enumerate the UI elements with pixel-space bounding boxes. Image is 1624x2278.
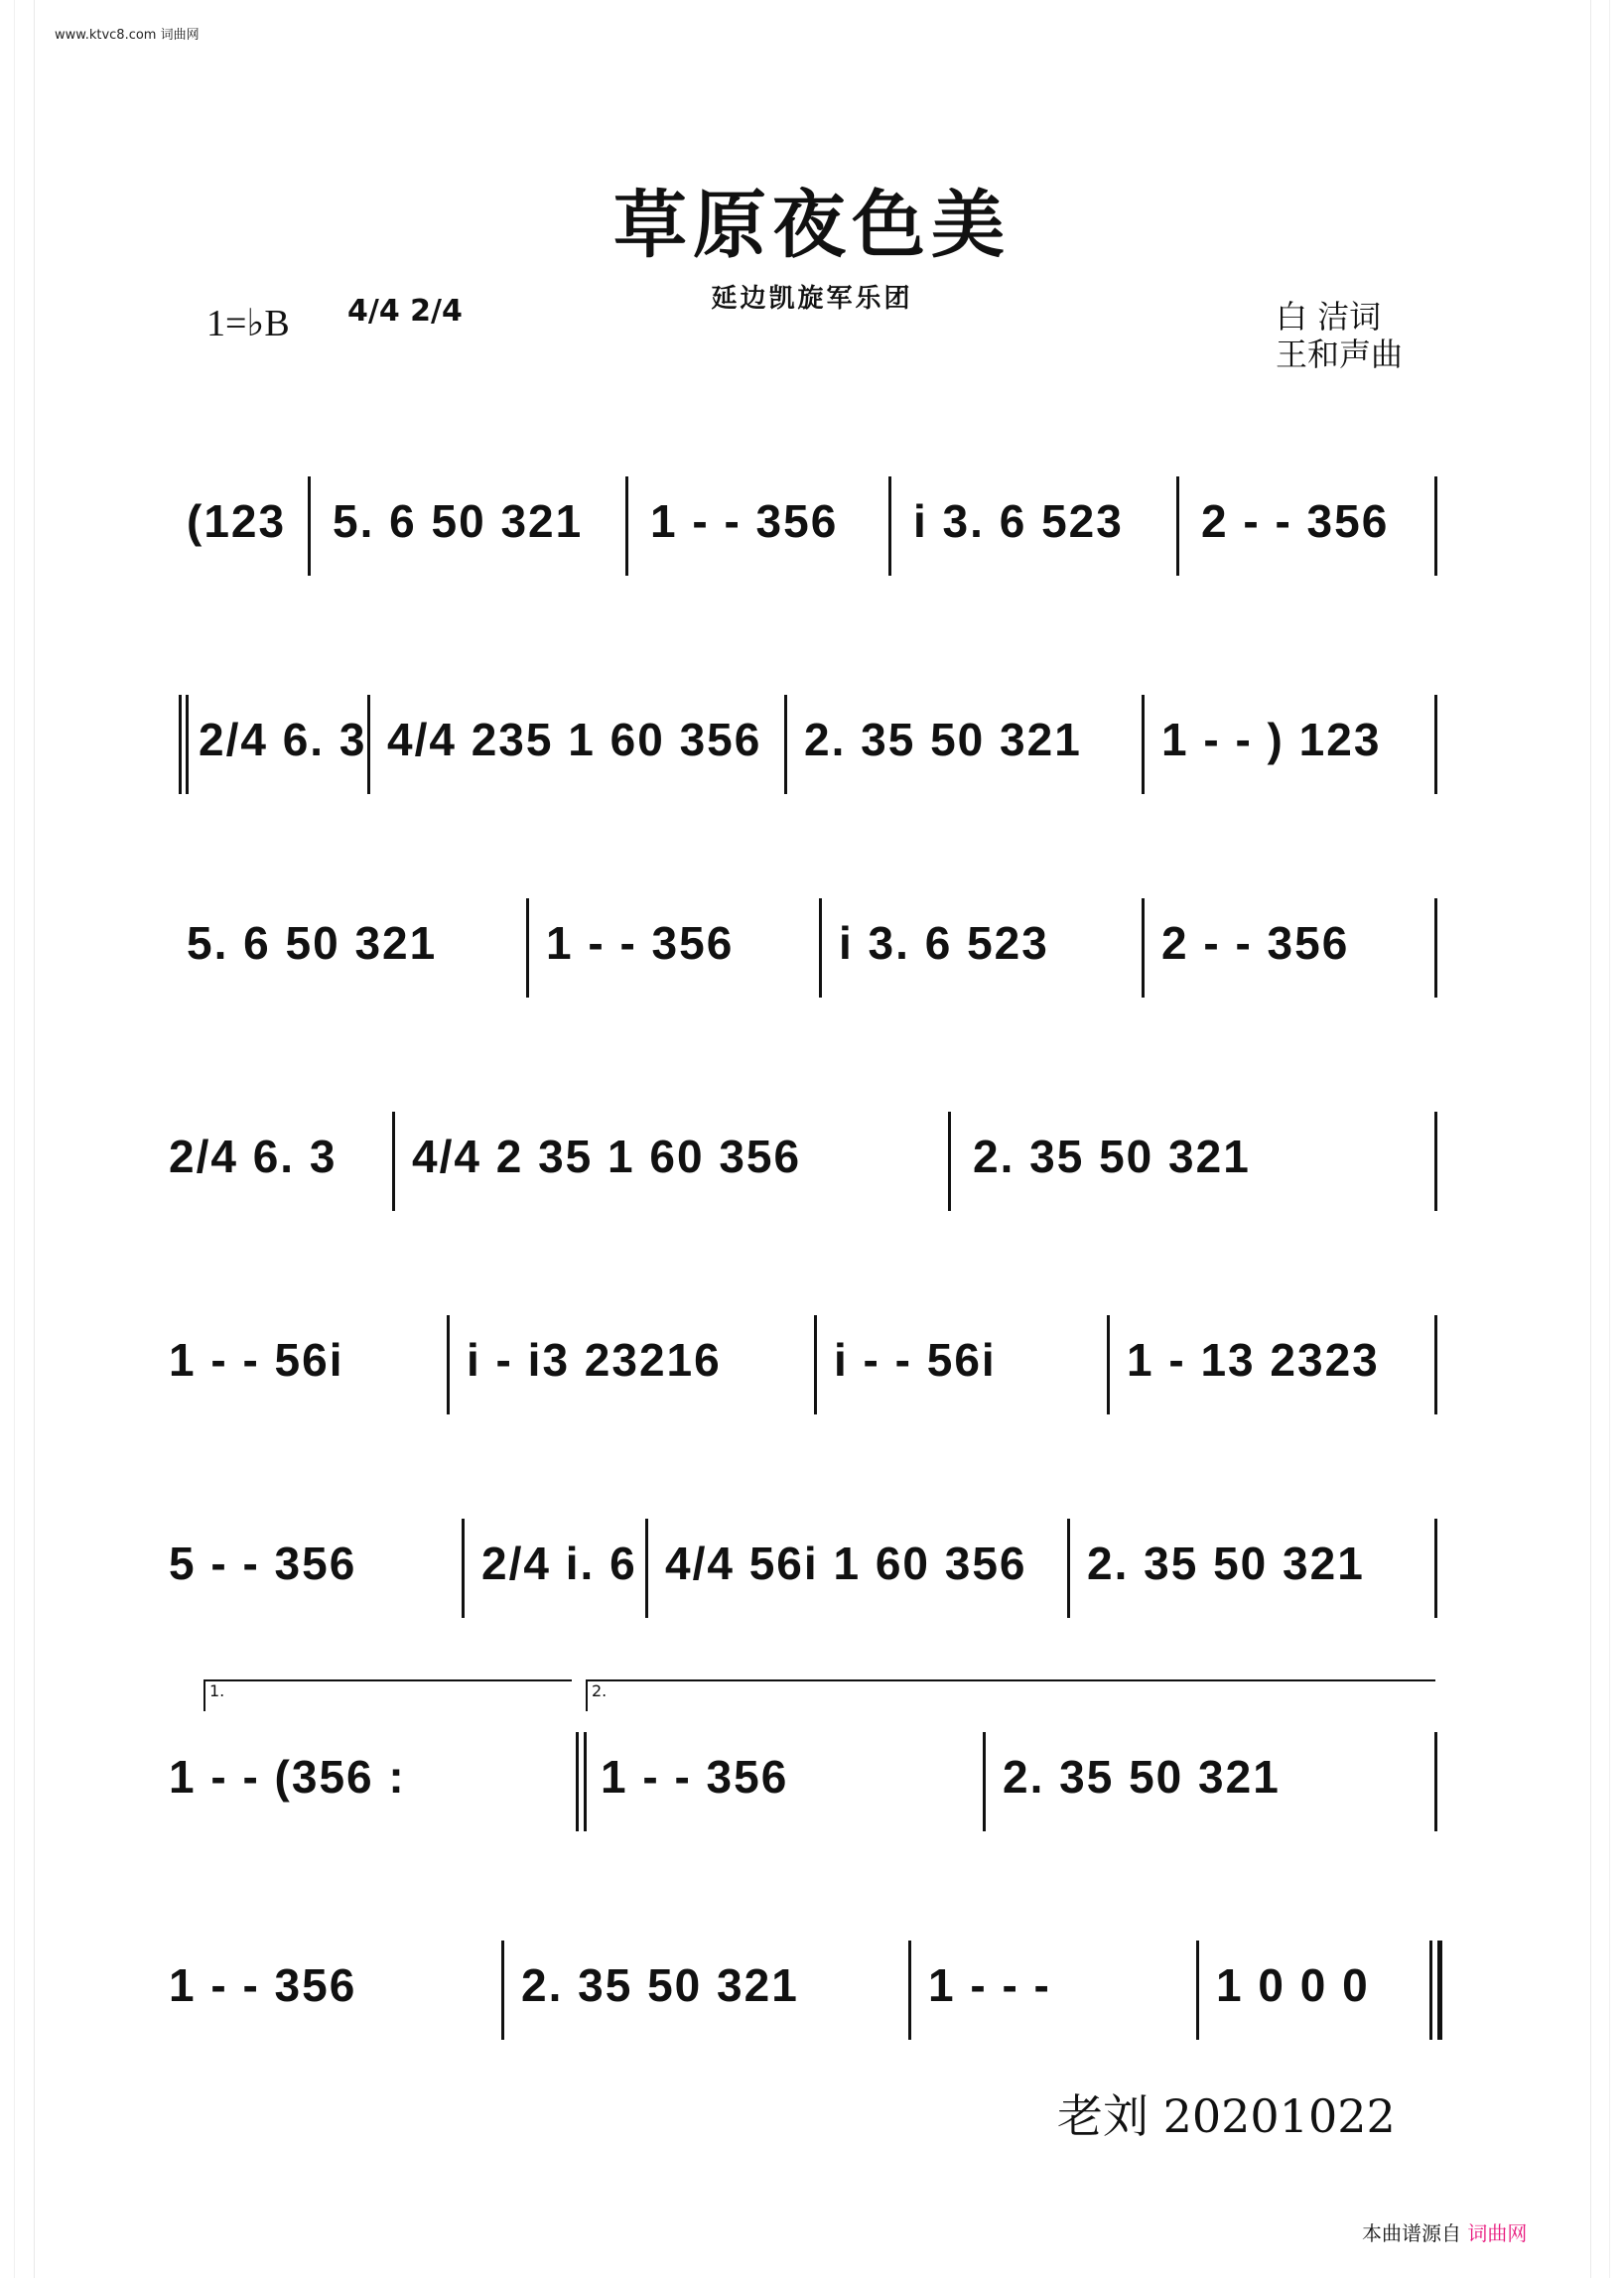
barline xyxy=(908,1941,911,2040)
composer: 王和声曲 xyxy=(1276,335,1404,373)
barline xyxy=(1107,1315,1110,1414)
barline xyxy=(462,1519,465,1618)
barline xyxy=(179,695,182,794)
barline xyxy=(983,1732,986,1831)
measure: 1 - - ) 123 xyxy=(1161,714,1382,765)
barline xyxy=(1429,1941,1432,2040)
barline xyxy=(1434,1519,1437,1618)
barline xyxy=(1434,898,1437,998)
score-row-8 xyxy=(169,1941,1444,2060)
credits xyxy=(1276,298,1403,373)
barline xyxy=(814,1315,817,1414)
measure: 2/4 6. 3 xyxy=(169,1131,338,1182)
barline xyxy=(1196,1941,1199,2040)
score-row-1 xyxy=(169,476,1444,596)
frame-line-right xyxy=(1590,0,1591,2278)
measure: 2 - - 356 xyxy=(1201,495,1390,547)
measure: 5. 6 50 321 xyxy=(333,495,584,547)
left-margin-strip xyxy=(0,0,15,2278)
measure: 4/4 2 35 1 60 356 xyxy=(412,1131,802,1182)
barline xyxy=(447,1315,450,1414)
signature: 老刘 20201022 xyxy=(1057,2089,1396,2143)
measure: i 3. 6 523 xyxy=(839,917,1049,969)
measure: 1 - - 56i xyxy=(169,1334,344,1386)
measure: 2/4 6. 3 xyxy=(199,714,367,765)
first-ending-bracket xyxy=(203,1679,572,1711)
measure: 4/4 235 1 60 356 xyxy=(387,714,762,765)
measure: 2. 35 50 321 xyxy=(1087,1538,1365,1589)
barline xyxy=(367,695,370,794)
measure: 1 - - 356 xyxy=(546,917,735,969)
barline xyxy=(1434,1315,1437,1414)
barline xyxy=(308,476,311,576)
measure: 1 - 13 2323 xyxy=(1127,1334,1380,1386)
first-ending-label: 1. xyxy=(209,1681,225,1700)
source-site-link[interactable]: 词曲网 xyxy=(1467,2221,1528,2245)
measure: 1 - - 356 xyxy=(169,1959,357,2011)
barline xyxy=(784,695,787,794)
measure: 2. 35 50 321 xyxy=(521,1959,799,2011)
key-signature: 1=♭B xyxy=(206,303,290,344)
barline xyxy=(501,1941,504,2040)
song-title: 草原夜色美 xyxy=(613,183,1011,268)
lyricist: 白 洁词 xyxy=(1276,298,1382,335)
barline xyxy=(392,1112,395,1211)
measure: 2. 35 50 321 xyxy=(804,714,1082,765)
second-ending-label: 2. xyxy=(592,1681,608,1700)
barline xyxy=(819,898,822,998)
measure: i - i3 23216 xyxy=(467,1334,722,1386)
measure: 2. 35 50 321 xyxy=(1003,1751,1281,1803)
score-row-7 xyxy=(169,1732,1444,1851)
time-signature: 4/4 2/4 xyxy=(347,294,463,329)
song-performer: 延边凯旋军乐团 xyxy=(711,284,913,314)
score-row-6 xyxy=(169,1519,1444,1638)
source-label: 本曲谱源自 xyxy=(1362,2221,1461,2245)
site-header[interactable]: www.ktvc8.com 词曲网 xyxy=(55,28,200,43)
barline xyxy=(576,1732,579,1831)
barline xyxy=(1067,1519,1070,1618)
second-ending-bracket xyxy=(586,1679,1435,1711)
barline xyxy=(645,1519,648,1618)
barline xyxy=(1434,695,1437,794)
barline xyxy=(1434,476,1437,576)
measure: 4/4 56i 1 60 356 xyxy=(665,1538,1027,1589)
barline xyxy=(1142,898,1145,998)
measure: (123 xyxy=(187,495,287,547)
source-line xyxy=(1362,2217,1527,2246)
measure: 1 0 0 0 xyxy=(1216,1959,1370,2011)
barline xyxy=(526,898,529,998)
measure: 1 - - 356 xyxy=(650,495,839,547)
barline xyxy=(584,1732,587,1831)
final-barline xyxy=(1437,1941,1442,2040)
measure: 5. 6 50 321 xyxy=(187,917,438,969)
score-row-2 xyxy=(169,695,1444,814)
frame-line-left xyxy=(34,0,35,2278)
measure: 1 - - 356 xyxy=(601,1751,789,1803)
barline xyxy=(1176,476,1179,576)
score-row-3 xyxy=(169,898,1444,1017)
right-margin-strip xyxy=(1609,0,1624,2278)
barline xyxy=(625,476,628,576)
barline xyxy=(186,695,189,794)
barline xyxy=(948,1112,951,1211)
barline xyxy=(1434,1732,1437,1831)
measure: 2 - - 356 xyxy=(1161,917,1350,969)
measure: 2. 35 50 321 xyxy=(973,1131,1251,1182)
barline xyxy=(1142,695,1145,794)
measure: i 3. 6 523 xyxy=(913,495,1124,547)
measure: 1 - - (356 : xyxy=(169,1751,406,1803)
score-row-5 xyxy=(169,1315,1444,1434)
barline xyxy=(1434,1112,1437,1211)
barline xyxy=(888,476,891,576)
score-row-4 xyxy=(169,1112,1444,1231)
measure: 1 - - - xyxy=(928,1959,1051,2011)
measure: 2/4 i. 6 xyxy=(481,1538,637,1589)
measure: i - - 56i xyxy=(834,1334,997,1386)
measure: 5 - - 356 xyxy=(169,1538,357,1589)
